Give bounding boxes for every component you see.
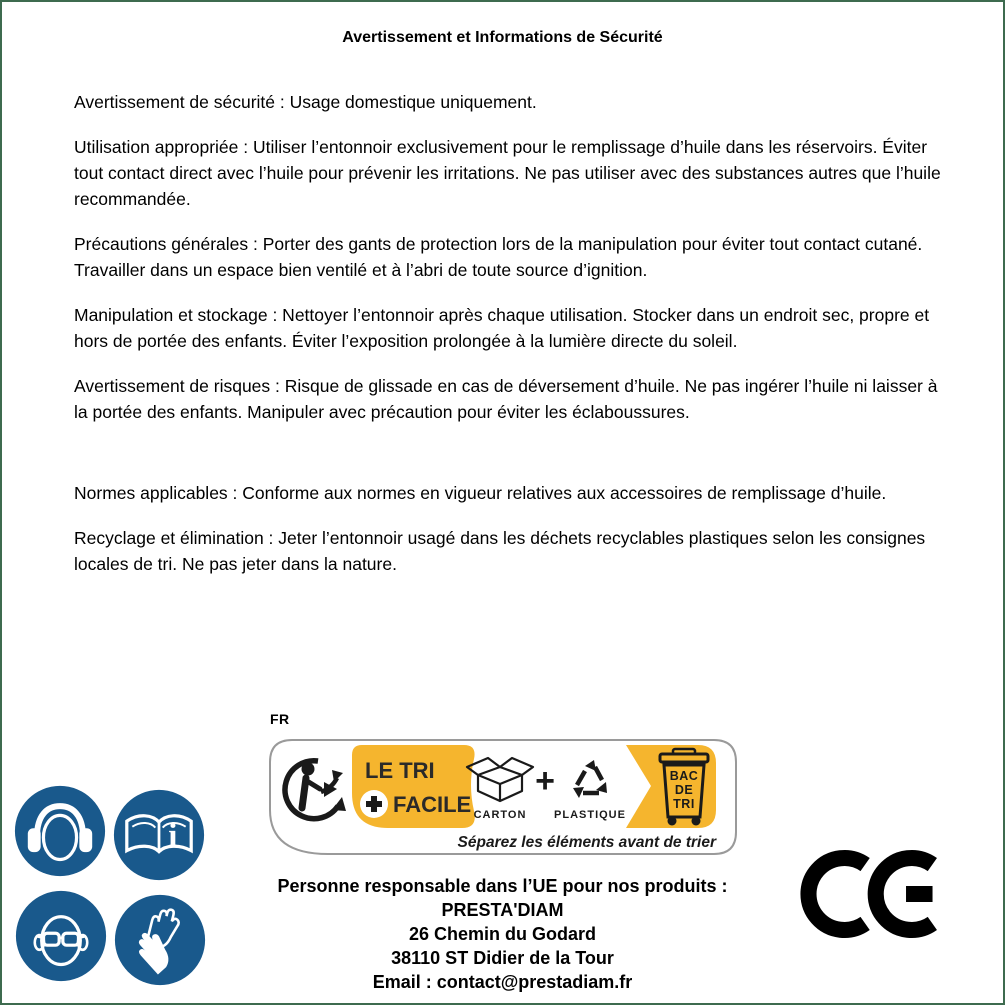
contact-email: Email : contact@prestadiam.fr [372, 972, 633, 992]
read-manual-icon [113, 789, 205, 881]
paragraph-recyclage-elimination: Recyclage et élimination : Jeter l’entonnoir usagé dans les déchets recyclables plastiques selon les consignes locales de tri. Ne pas jeter dans la nature. [74, 528, 926, 574]
ear-protection-icon [14, 785, 106, 877]
paragraph-avertissement-risques: Avertissement de risques : Risque de glissade en cas de déversement d’huile. Ne pas ingérer l’huile ni laisser à la portée des enfants. Manipuler avec précaution pour éviter les éclaboussures. [74, 376, 938, 422]
tri-brand-line1: LE TRI [365, 758, 435, 783]
ce-mark-icon [800, 845, 942, 943]
paragraph-manipulation-stockage: Manipulation et stockage : Nettoyer l’entonnoir après chaque utilisation. Stocker dans un endroit sec, propre et hors de portée des enfants. Éviter l’exposition prolongée à la lumière directe du soleil. [74, 305, 930, 351]
page-title: Avertissement et Informations de Sécurité [342, 29, 663, 46]
manual-info-glyph: i [168, 817, 178, 855]
company-name: PRESTA'DIAM [441, 900, 564, 920]
address-street: 26 Chemin du Godard [408, 924, 597, 944]
materials-plus: + [535, 762, 555, 800]
address-city: 38110 ST Didier de la Tour [391, 948, 614, 968]
tri-brand-line2: FACILE [393, 792, 472, 817]
tri-facile-label [268, 738, 738, 856]
paragraph-precautions-generales: Précautions générales : Porter des gants de protection lors de la manipulation pour éviter tout contact cutané. Travailler dans un espace bien ventilé et à l’abri de toute source d’ignition. [74, 234, 923, 280]
plastique-label: PLASTIQUE [554, 809, 626, 821]
plus-badge-icon [360, 790, 388, 818]
paragraph-normes-applicables: Normes applicables : Conforme aux normes en vigueur relatives aux accessoires de remplissage d’huile. [74, 483, 887, 503]
fr-country-code: FR [270, 711, 290, 727]
bin-word-3: TRI [673, 797, 695, 811]
paragraph-avertissement-securite: Avertissement de sécurité : Usage domestique uniquement. [74, 92, 537, 112]
responsible-heading: Personne responsable dans l’UE pour nos produits : [277, 876, 728, 896]
carton-label: CARTON [473, 809, 527, 821]
body-text [74, 89, 944, 596]
tri-caption: Séparez les éléments avant de trier [457, 834, 716, 851]
bin-word-1: BAC [669, 769, 699, 783]
paragraph-utilisation-appropriee: Utilisation appropriée : Utiliser l’entonnoir exclusivement pour le remplissage d’huile dans les réservoirs. Éviter tout contact direct avec l’huile pour prévenir les irritations. Ne pas utiliser avec des substances autres que l’huile recommandée. [74, 137, 941, 209]
bin-word-2: DE [674, 783, 694, 797]
